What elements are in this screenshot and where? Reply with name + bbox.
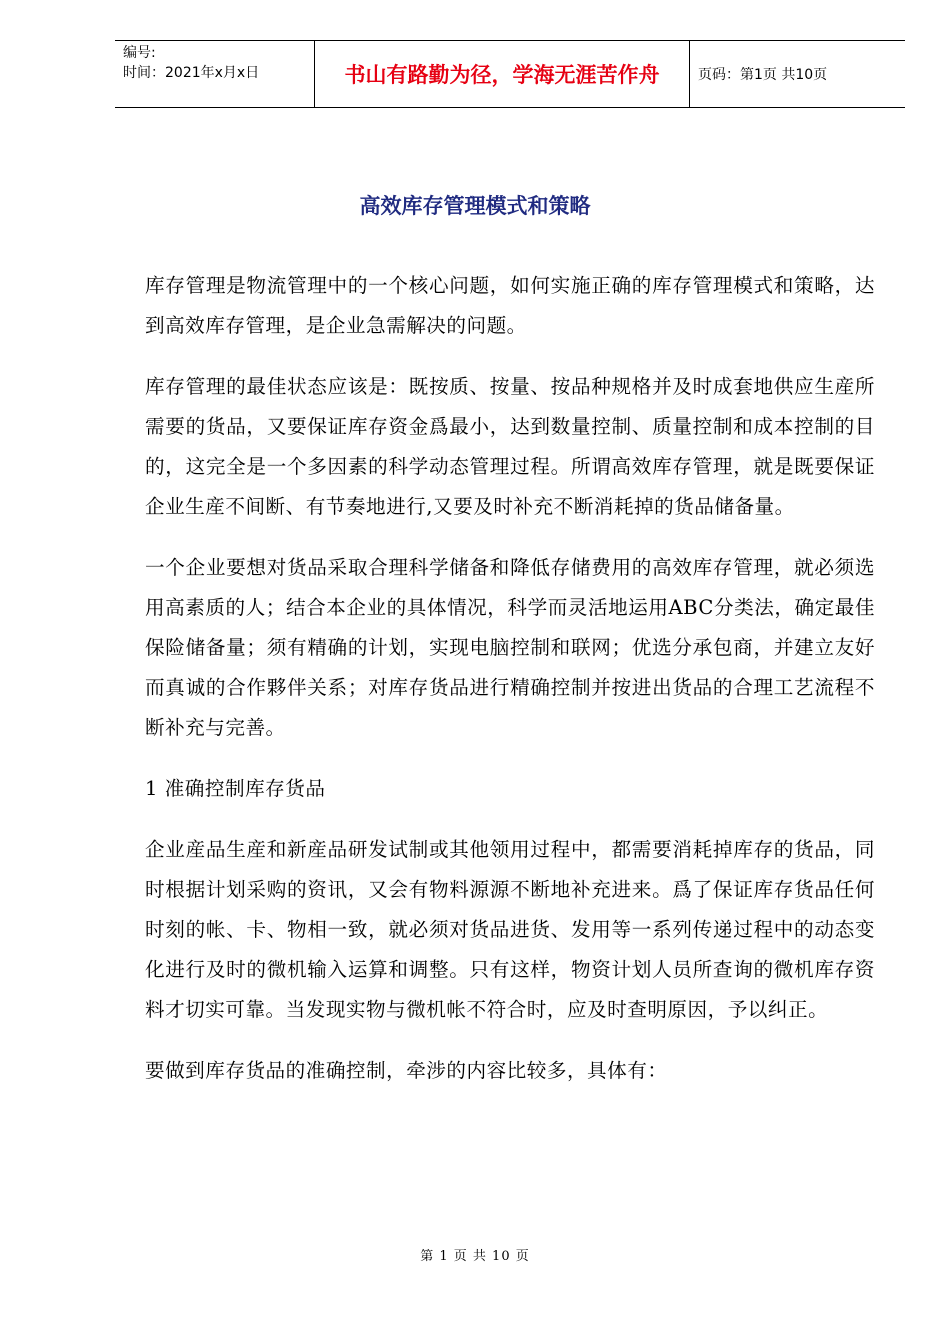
header-motto: 书山有路勤为径，学海无涯苦作舟 <box>315 41 690 107</box>
page-footer: 第 1 页 共 10 页 <box>420 1249 530 1264</box>
paragraph: 库存管理的最佳状态应该是：既按质、按量、按品种规格并及时成套地供应生産所需要的货品，又要保证库存资金爲最小，达到数量控制、质量控制和成本控制的目的，这完全是一个多因素的科学动态管理过程。所谓高效库存管理，就是既要保证企业生産不间断、有节奏地进行,又要及时补充不断消耗掉的货品储备量。 <box>145 375 875 518</box>
paragraph: 企业産品生産和新産品研发试制或其他领用过程中，都需要消耗掉库存的货品，同时根据计划采购的资讯，又会有物料源源不断地补充进来。爲了保证库存货品任何时刻的帐、卡、物相一致，就必须对货品进货、发用等一系列传递过程中的动态变化进行及时的微机输入运算和调整。只有这样，物资计划人员所查询的微机库存资料才切实可靠。当发现实物与微机帐不符合时，应及时查明原因，予以纠正。 <box>145 838 875 1021</box>
document-title: 高效库存管理模式和策略 <box>359 194 591 218</box>
page-header <box>115 40 905 108</box>
section-heading: 1 准确控制库存货品 <box>145 777 326 800</box>
paragraph: 要做到库存货品的准确控制，牵涉的内容比较多，具体有： <box>145 1059 668 1082</box>
paragraph: 库存管理是物流管理中的一个核心问题，如何实施正确的库存管理模式和策略，达到高效库存管理，是企业急需解决的问题。 <box>145 274 875 337</box>
header-meta <box>115 41 315 107</box>
header-page-info: 页码：第1页 共10页 <box>698 67 828 83</box>
document-body <box>145 266 875 1112</box>
paragraph: 一个企业要想对货品采取合理科学储备和降低存储费用的高效库存管理，就必须选用高素质的人；结合本企业的具体情况，科学而灵活地运用ABC分类法，确定最佳保险储备量；须有精确的计划，实现电脑控制和联网；优选分承包商，并建立友好而真诚的合作夥伴关系；对库存货品进行精确控制并按进出货品的合理工艺流程不断补充与完善。 <box>145 556 875 739</box>
document-time-label: 时间：2021年x月x日 <box>123 65 260 81</box>
document-number-label: 编号: <box>123 45 156 61</box>
